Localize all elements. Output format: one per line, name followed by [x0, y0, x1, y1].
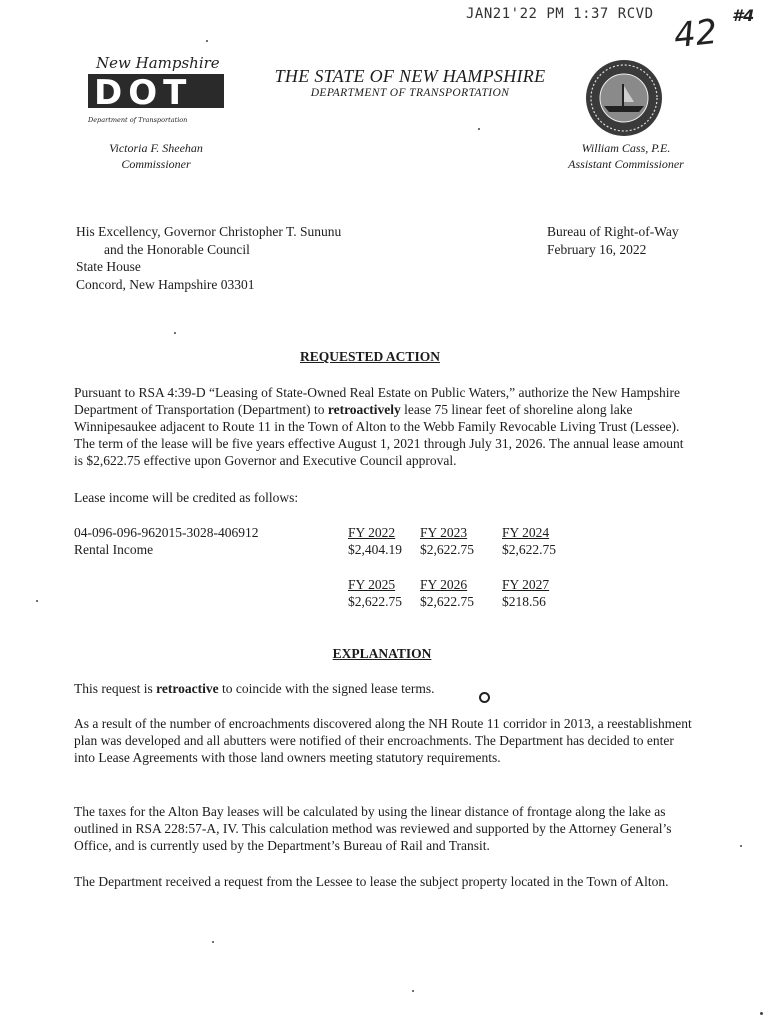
fiscal-amount: $218.56 — [502, 594, 546, 609]
income-intro: Lease income will be credited as follows: — [74, 490, 299, 505]
commissioner-name: Victoria F. Sheehan — [109, 141, 203, 155]
recipient-line: His Excellency, Governor Christopher T. Sununu — [76, 224, 342, 239]
recipient-address — [76, 223, 341, 293]
fiscal-year: FY 2025 — [348, 577, 396, 592]
fiscal-amount: $2,404.19 — [348, 542, 402, 557]
fiscal-year-cell — [420, 576, 474, 610]
fiscal-amount: $2,622.75 — [420, 594, 474, 609]
recipient-line: Concord, New Hampshire 03301 — [76, 276, 255, 292]
paragraph-text: lease 75 linear feet of shoreline along lake Winnipesaukee adjacent to Route 11 in the Town of Alton to the Webb Family Revocable Living Trust (Lessee). The term of the lease will be five years effective August 1, 2021 through July 31, 2026. The annual lease amount is $2,622.75 effective upon Governor and Executive Council approval. — [74, 402, 684, 468]
fiscal-year: FY 2027 — [502, 577, 550, 592]
account-number: 04-096-096-962015-3028-406912 — [74, 525, 259, 540]
assistant-title: Assistant Commissioner — [568, 157, 684, 171]
scan-speck — [206, 40, 208, 42]
fiscal-year-cell — [502, 524, 556, 558]
paragraph-text: to coincide with the signed lease terms. — [218, 681, 435, 696]
pen-mark — [479, 692, 490, 703]
explanation-paragraph: As a result of the number of encroachments discovered along the NH Route 11 corridor in 2013, a reestablishment plan was developed and all abutters were notified of their encroachments. The Department has decided to enter into Lease Agreements with those land owners meeting statutory requirements. — [74, 716, 692, 765]
state-title: THE STATE OF NEW HAMPSHIRE — [274, 66, 546, 86]
fiscal-amount: $2,622.75 — [348, 594, 402, 609]
explanation-paragraph: The Department received a request from the Lessee to lease the subject property located in the Town of Alton. — [74, 874, 669, 889]
fiscal-year-cell — [348, 576, 402, 610]
commissioner-block — [86, 140, 226, 172]
assistant-commissioner-block — [556, 140, 696, 172]
commissioner-title: Commissioner — [121, 157, 191, 171]
scan-speck — [36, 600, 38, 602]
requested-action-heading: REQUESTED ACTION — [300, 349, 440, 364]
scan-speck — [760, 1012, 763, 1015]
fiscal-amount: $2,622.75 — [420, 542, 474, 557]
explanation-paragraph — [74, 680, 694, 697]
fiscal-year: FY 2022 — [348, 525, 396, 540]
svg-text:Department of Transportation: Department of Transportation — [88, 116, 188, 124]
explanation-paragraph: The taxes for the Alton Bay leases will be calculated by using the linear distance of frontage along the lake as outlined in RSA 228:57-A, IV. This calculation method was reviewed and supported by the Attorney General’s Office, and is currently used by the Department’s Bureau of Rail and Transit. — [74, 804, 672, 853]
requested-action-paragraph — [74, 384, 694, 469]
fiscal-year-cell — [420, 524, 474, 558]
fiscal-year: FY 2023 — [420, 525, 468, 540]
scan-speck — [478, 128, 480, 130]
bureau-name: Bureau of Right-of-Way — [547, 224, 679, 239]
fiscal-amount: $2,622.75 — [502, 542, 556, 557]
emphasis-text: retroactive — [156, 681, 219, 696]
fiscal-year-cell — [502, 576, 549, 610]
recipient-line: and the Honorable Council — [104, 241, 250, 257]
bureau-block — [547, 223, 679, 258]
paragraph-text: This request is — [74, 681, 157, 696]
recipient-line: State House — [76, 259, 141, 274]
emphasis-text: retroactively — [327, 402, 401, 417]
svg-text:New Hampshire: New Hampshire — [96, 54, 220, 72]
fiscal-year: FY 2026 — [420, 577, 468, 592]
fiscal-year: FY 2024 — [502, 525, 550, 540]
income-label: Rental Income — [74, 542, 154, 557]
explanation-heading: EXPLANATION — [332, 646, 432, 661]
department-name: DEPARTMENT OF TRANSPORTATION — [310, 87, 510, 99]
svg-text:DOT: DOT — [94, 73, 193, 113]
scan-speck — [212, 941, 214, 943]
received-stamp: JAN21'22 PM 1:37 RCVD — [466, 6, 654, 22]
nh-dot-logo — [86, 54, 234, 126]
letter-date: February 16, 2022 — [547, 241, 647, 257]
state-seal — [584, 58, 664, 138]
scan-speck — [174, 332, 176, 334]
assistant-name: William Cass, P.E. — [581, 141, 671, 155]
scan-speck — [412, 990, 414, 992]
fiscal-year-cell — [348, 524, 402, 558]
handwritten-corner-mark: #4 — [732, 6, 755, 25]
handwritten-number: 42 — [672, 11, 720, 57]
scan-speck — [740, 845, 742, 847]
paragraph-text: Pursuant to RSA 4:39-D “Leasing of State-Owned Real Estate on Public Waters,” authorize the New Hampshire Department of Transportation (Department) to — [74, 385, 681, 417]
